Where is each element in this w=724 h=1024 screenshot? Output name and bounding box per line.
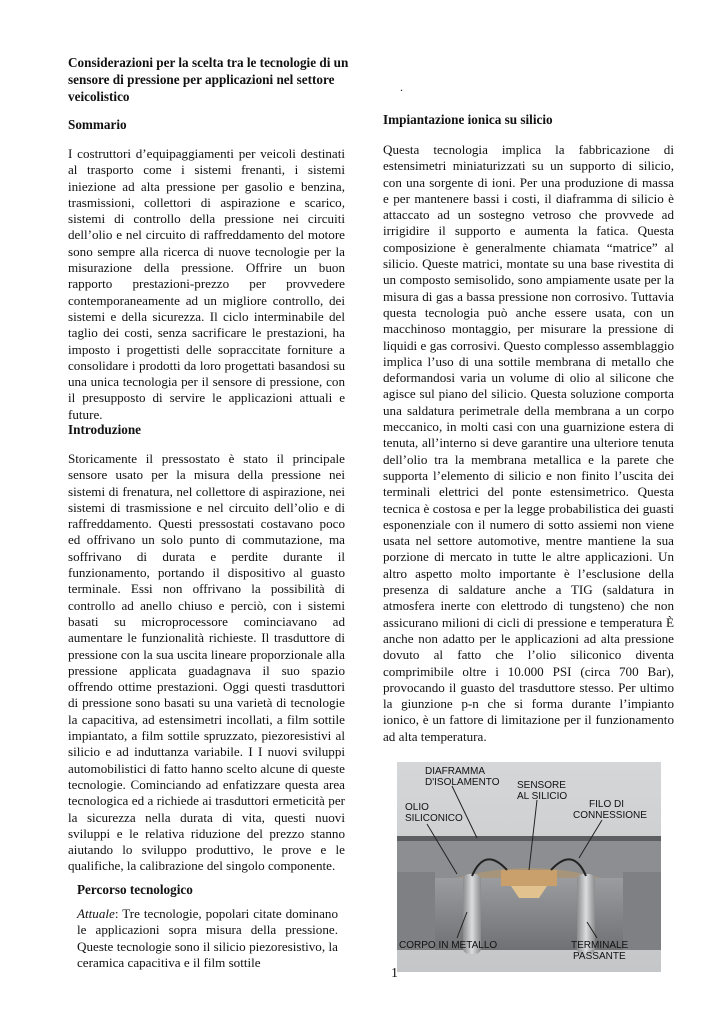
label-terminale-2: PASSANTE — [573, 951, 626, 962]
stray-mark: . — [400, 80, 403, 94]
percorso-label: Attuale — [77, 906, 115, 921]
label-olio-2: SILICONICO — [405, 813, 463, 824]
percorso-heading: Percorso tecnologico — [77, 882, 193, 897]
label-corpo: CORPO IN METALLO — [399, 940, 498, 951]
label-sensore-2: AL SILICIO — [517, 791, 568, 802]
metal-body-right — [623, 872, 661, 950]
percorso-body: : Tre tecnologie, popolari citate dominano le applicazioni sopra misura della pressione. Queste tecnologie sono il silicio piezoresistivo, la ceramica capacitiva e il film sottile — [77, 906, 338, 970]
metal-body-left — [397, 872, 435, 950]
introduzione-text: Storicamente il pressostato è stato il principale sensore usato per la misura della pressione nei sistemi di frenatura, nel collettore di aspirazione, nei sistemi di trasmissione e nel circuito dell’olio e di raffreddamento. Questi pressostati costavano poco ed offrivano un solo punto di commutazione, ma soffrivano di durata e perdite durante il funzionamento, portando il dispositivo al guasto terminale. Essi non offrivano la possibilità di controllo ad anello chiuso e perciò, con i sistemi basati su microprocessore cominciavano ad aumentare le funzionalità richieste. Il trasduttore di pressione con la sua uscita lineare proporzionale alla pressione applicata guadagnava il suo spazio offrendo ottime prestazioni. Oggi questi trasduttori di pressione sono basati su una varietà di tecnologie la capacitiva, ad estensimetri incollati, a film sottile impiantato, a film sottile spruzzato, piezoresistivi al silicio e ad induttanza variabile. I I nuovi sviluppi automobilistici di fatto hanno scelto alcune di queste tecnologie. Cominciando ad enfatizzare questa area tecnologica ed a richiede ai trasduttori ermeticità per la sicurezza nella durata di vita, questi nuovi sviluppi e le relativa riduzione del prezzo stanno aiutando lo sviluppo produttivo, le prove e le qualifiche, la calibrazione del singolo componente. — [68, 451, 345, 874]
label-olio-1: OLIO — [405, 802, 429, 813]
introduzione-heading: Introduzione — [68, 422, 142, 437]
impiantazione-text: Questa tecnologia implica la fabbricazione di estensimetri miniaturizzati su un supporto di silicio, con una sorgente di ioni. Per una produzione di massa e per mantenere bassi i costi, il diaframma di silicio è attaccato ad un sostegno vetroso che provvede ad irrigidire il supporto e aumenta la fatica. Questa composizione è generalmente chiamata “matrice” al silicio. Queste matrici, montate su una base rivestita di un composto semisolido, sono ampiamente usate per la misura di gas a bassa pressione non corrosivo. Tuttavia questa tecnologia può anche essere usata, con un macchinoso montaggio, per misurare la pressione di liquidi e gas corrosivi. Questo complesso assemblaggio implica l’uso di una sottile membrana di metallo che deformandosi varia un volume di olio al silicone che agisce sul piano del silicio. Questa soluzione comporta una saldatura perimetrale della membrana a un corpo meccanico, in molti casi con una guarnizione estera di tenuta, all’interno si deve garantire una ulteriore tenuta dell’olio tra la membrana metallica e la parete che supporta l’elemento di silicio e non finito l’uscita dei terminali elettrici del ponte estensimetrico. Questa tecnica è costosa e per la legge probabilistica dei guasti esponenziale con il numero di sotto assiemi non viene usata nel settore automotive, mentre mantiene la sua porzione di mercato in tutte le altre applicazioni. Un altro aspetto molto importante è l’esclusione della presenza di saldature anche a TIG (saldatura in atmosfera inerte con elettrodo di tungsteno) che non assicurano milioni di cicli di pressione e temperatura È anche non adatto per le applicazioni ad alta pressione dovuto al fatto che l’olio siliconico diventa comprimibile oltre i 10.000 PSI (circa 700 Bar), provocando il guasto del trasduttore stesso. Per ultimo la giunzione p-n che si forma durante l’impianto ionico, è un fattore di limitazione per il funzionamento ad alta temperatura. — [383, 142, 674, 744]
label-diaframma-1: DIAFRAMMA — [425, 766, 485, 777]
sensor-diagram — [397, 762, 661, 972]
page-number: 1 — [391, 966, 398, 981]
label-filo-2: CONNESSIONE — [573, 810, 647, 821]
sommario-heading: Sommario — [68, 117, 127, 132]
label-filo-1: FILO DI — [589, 799, 625, 810]
label-sensore-1: SENSORE — [517, 780, 566, 791]
silicon-sensor-chip — [501, 870, 557, 886]
sommario-text: I costruttori d’equipaggiamenti per veicoli destinati al trasporto come i sistemi frenanti, i sistemi iniezione ad alta pressione per gasolio e benzina, trasmissioni, collettori di aspirazione e scarico, sistemi di controllo della pressione nei circuiti dell’olio e nel circuito di raffreddamento del motore sono sempre alla ricerca di nuove tecnologie per la misurazione della pressione. Offrire un buon rapporto prestazioni-prezzo per provvedere contemporaneamente ad un migliore controllo, dei sistemi e della sicurezza. Il ciclo interminabile del taglio dei costi, senza sacrificare le prestazioni, ha imposto i progettisti delle sopraccitate forniture a consolidare i prodotti da loro progettati basandosi su una unica tecnologia per il sensore di pressione, con il presupposto di servire le applicazioni attuali e future. — [68, 146, 345, 422]
label-diaframma-2: D'ISOLAMENTO — [425, 777, 500, 788]
document-title: Considerazioni per la scelta tra le tecnologie di un sensore di pressione per applicazioni nel settore veicolistico — [68, 55, 349, 104]
impiantazione-heading: Impiantazione ionica su silicio — [383, 112, 553, 127]
sensor-cross-section-figure — [397, 762, 661, 972]
label-terminale-1: TERMINALE — [571, 940, 629, 951]
percorso-text — [77, 906, 338, 971]
